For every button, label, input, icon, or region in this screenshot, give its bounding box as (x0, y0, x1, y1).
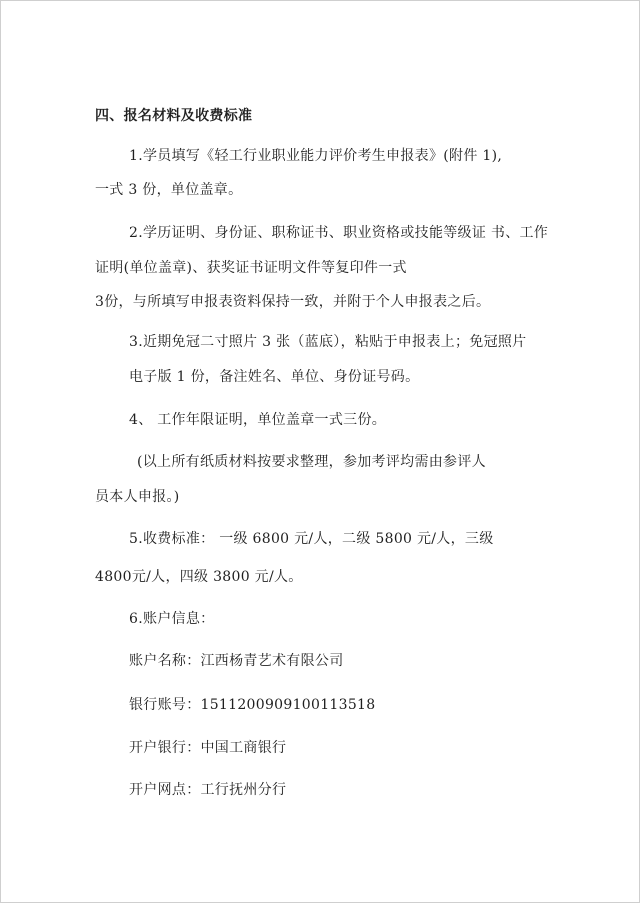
bank-account: 银行账号：1511200909100113518 (129, 697, 376, 713)
bank-branch: 开户网点：工行抚州分行 (129, 782, 287, 798)
account-name: 账户名称：江西杨青艺术有限公司 (129, 653, 344, 669)
item-5-line-2: 4800元/人，四级 3800 元/人。 (95, 569, 303, 585)
item-3-line-1: 3.近期免冠二寸照片 3 张（蓝底），粘贴于申报表上；免冠照片 (129, 334, 527, 350)
note-line-2: 员本人申报。) (95, 489, 180, 505)
item-3-line-2: 电子版 1 份，备注姓名、单位、身份证号码。 (129, 369, 420, 385)
item-5-line-1: 5.收费标准： 一级 6800 元/人，二级 5800 元/人，三级 (129, 531, 494, 547)
item-4: 4、 工作年限证明，单位盖章一式三份。 (129, 412, 387, 428)
section-heading: 四、报名材料及收费标准 (95, 108, 253, 124)
item-2-line-3: 3份，与所填写申报表资料保持一致，并附于个人申报表之后。 (95, 294, 491, 310)
item-2-line-1: 2.学历证明、身份证、职称证书、职业资格或技能等级证 书、工作 (129, 225, 549, 241)
note-line-1: (以上所有纸质材料按要求整理，参加考评均需由参评人 (137, 454, 486, 470)
item-1-line-2: 一式 3 份，单位盖章。 (95, 182, 243, 198)
item-1-line-1: 1.学员填写《轻工行业职业能力评价考生申报表》(附件 1), (129, 148, 503, 164)
item-2-line-2: 证明(单位盖章)、获奖证书证明文件等复印件一式 (95, 260, 407, 276)
bank-name: 开户银行：中国工商银行 (129, 740, 287, 756)
item-6: 6.账户信息： (129, 611, 215, 627)
